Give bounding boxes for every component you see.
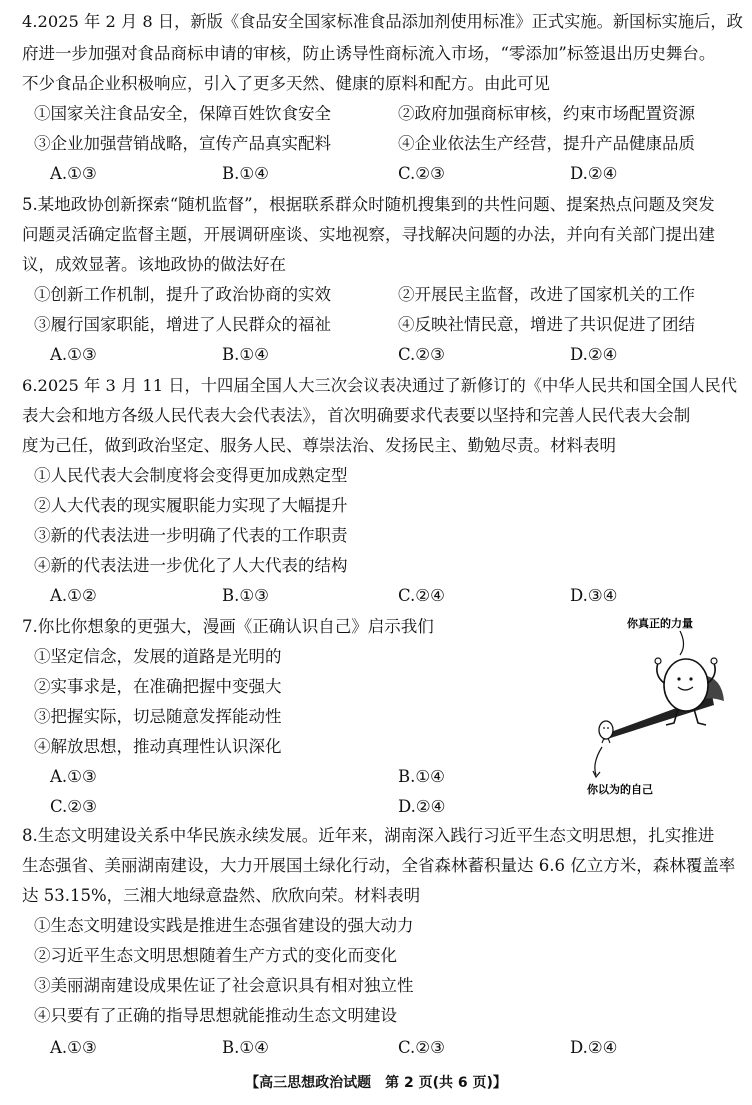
arrow-icon (680, 631, 684, 655)
statement-option: ②习近平生态文明思想随着生产方式的变化而变化 (34, 946, 397, 965)
answer-choice-d: D.②④ (570, 164, 618, 183)
statement-option: ④解放思想，推动真理性认识深化 (34, 737, 282, 756)
arrow-head-icon (593, 771, 600, 777)
question-stem-line: 达 53.15%，三湘大地绿意盎然、欣欣向荣。材料表明 (22, 886, 421, 905)
answer-choice-b: B.①④ (222, 345, 269, 364)
statement-option: ④企业依法生产经营，提升产品健康品质 (398, 134, 695, 153)
question-stem-line: 7.你比你想象的更强大，漫画《正确认识自己》启示我们 (22, 617, 434, 636)
answer-choice-c: C.②③ (398, 345, 445, 364)
answer-choice-a: A.①③ (50, 767, 97, 786)
statement-option: ②政府加强商标审核，约束市场配置资源 (398, 104, 695, 123)
answer-choice-c: C.②③ (50, 797, 97, 816)
question-stem-line: 度为己任，做到政治坚定、服务人民、尊崇法治、发扬民主、勤勉尽责。材料表明 (22, 436, 616, 455)
statement-option: ③企业加强营销战略，宣传产品真实配料 (34, 134, 331, 153)
answer-choice-c: C.②④ (398, 586, 445, 605)
page-footer: 【高三思想政治试题 第 2 页(共 6 页)】 (245, 1075, 507, 1091)
statement-option: ①人民代表大会制度将会变得更加成熟定型 (34, 466, 348, 485)
answer-choice-b: B.①④ (398, 767, 445, 786)
statement-option: ①生态文明建设实践是推进生态强省建设的强大动力 (34, 916, 414, 935)
question-stem-line: 不少食品企业积极响应，引入了更多天然、健康的原料和配方。由此可见 (22, 74, 550, 93)
arm-shape (657, 663, 664, 683)
statement-option: ④反映社情民意，增进了共识促进了团结 (398, 315, 695, 334)
question-stem-line: 4.2025 年 2 月 8 日，新版《食品安全国家标准食品添加剂使用标准》正式实施。新国标实施后，政 (22, 12, 743, 31)
question-stem-line: 5.某地政协创新探索“随机监督”，根据联系群众时随机搜集到的共性问题、提案热点问题及突发 (22, 195, 715, 214)
small-figure-body (599, 721, 613, 739)
eye-icon (677, 677, 680, 680)
question-stem-line: 问题灵活确定监督主题，开展调研座谈、实地视察，寻找解决问题的办法，并向有关部门提出建 (22, 225, 715, 244)
fist-shape (711, 658, 717, 664)
question-stem-line: 6.2025 年 3 月 11 日，十四届全国人大三次会议表决通过了新修订的《中华人民共和国全国人民代 (22, 376, 737, 395)
answer-choice-d: D.②④ (570, 1038, 618, 1057)
eye-icon (607, 727, 609, 729)
question-stem-line: 8.生态文明建设关系中华民族永续发展。近年来，湖南深入践行习近平生态文明思想，扎实推进 (22, 826, 715, 845)
answer-choice-a: A.①③ (50, 1038, 97, 1057)
question-stem-line: 生态强省、美丽湖南建设，大力开展国土绿化行动，全省森林蓄积量达 6.6 亿立方米，森林覆盖率 (22, 856, 736, 875)
arrow-icon (595, 747, 602, 775)
answer-choice-a: A.①③ (50, 345, 97, 364)
statement-option: ②实事求是，在准确把握中变强大 (34, 677, 282, 696)
statement-option: ③履行国家职能，增进了人民群众的福祉 (34, 315, 331, 334)
question-stem-line: 议，成效显著。该地政协的做法好在 (22, 255, 286, 274)
answer-choice-b: B.①④ (222, 164, 269, 183)
fist-shape (655, 658, 661, 664)
answer-choice-a: A.①③ (50, 164, 97, 183)
statement-option: ①创新工作机制，提升了政治协商的实效 (34, 285, 331, 304)
leg-shape (694, 709, 706, 725)
cartoon-caption-top: 你真正的力量 (627, 617, 693, 630)
statement-option: ②人大代表的现实履职能力实现了大幅提升 (34, 496, 348, 515)
eye-icon (603, 727, 605, 729)
answer-choice-d: D.②④ (570, 345, 618, 364)
answer-choice-b: B.①④ (222, 1038, 269, 1057)
question-stem-line: 表大会和地方各级人民代表大会代表法》，首次明确要求代表要以坚持和完善人民代表大会制 (22, 406, 691, 425)
statement-option: ④新的代表法进一步优化了人大代表的结构 (34, 556, 348, 575)
cartoon-illustration (562, 605, 742, 805)
statement-option: ③美丽湖南建设成果佐证了社会意识具有相对独立性 (34, 976, 414, 995)
answer-choice-c: C.②③ (398, 1038, 445, 1057)
answer-choice-d: D.③④ (570, 586, 618, 605)
statement-option: ④只要有了正确的指导思想就能推动生态文明建设 (34, 1006, 397, 1025)
answer-choice-a: A.①② (50, 586, 97, 605)
answer-choice-c: C.②③ (398, 164, 445, 183)
statement-option: ①国家关注食品安全，保障百姓饮食安全 (34, 104, 331, 123)
statement-option: ③把握实际，切忌随意发挥能动性 (34, 707, 282, 726)
answer-choice-b: B.①③ (222, 586, 269, 605)
eye-icon (689, 677, 692, 680)
answer-choice-d: D.②④ (398, 797, 446, 816)
statement-option: ①坚定信念，发展的道路是光明的 (34, 647, 282, 666)
question-stem-line: 府进一步加强对食品商标申请的审核，防止诱导性商标流入市场，“零添加”标签退出历史舞台。 (22, 44, 716, 63)
statement-option: ②开展民主监督，改进了国家机关的工作 (398, 285, 695, 304)
statement-option: ③新的代表法进一步明确了代表的工作职责 (34, 526, 348, 545)
cartoon-caption-bottom: 你以为的自己 (587, 783, 653, 796)
strong-figure-body (664, 659, 708, 711)
